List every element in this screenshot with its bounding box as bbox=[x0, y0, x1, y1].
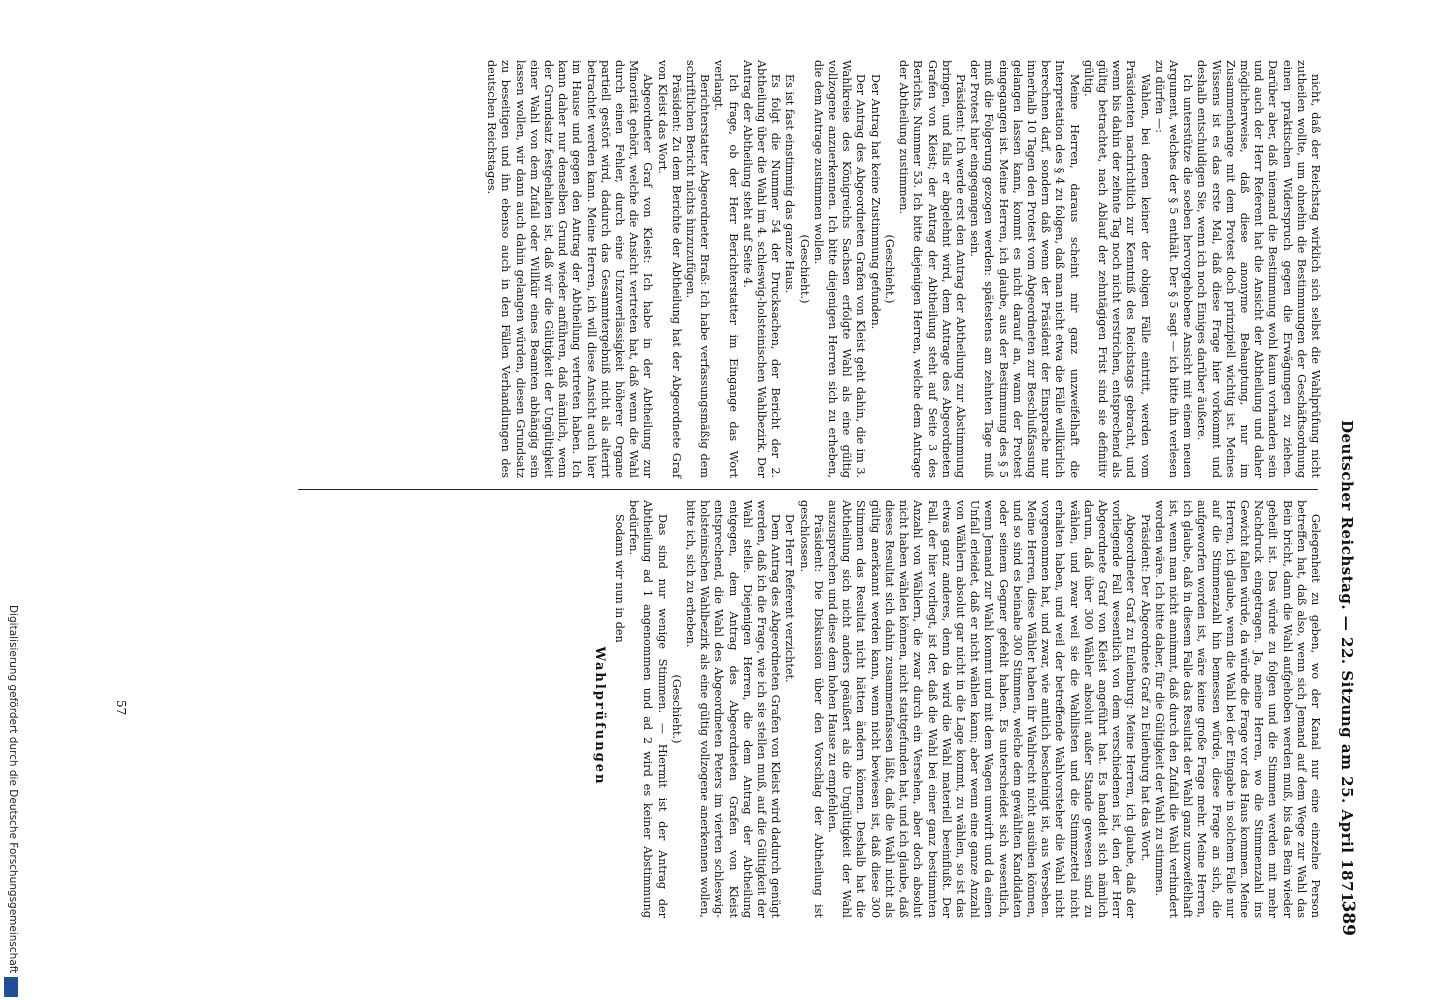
paragraph: Präsident: Ich werde erst den Antrag der Abtheilung zur Abstimmung bringen, und falls er abgelehnt wird, dem Antrage des Abgeordneten Grafen von Kleist; der Antrag der Abtheilung steht auf Seite 3 des Berichts, Nummer 53. Ich bitte diejenigen Herren, welche dem Antrage der Abtheilung zustimmen. bbox=[897, 60, 967, 478]
left-text-column bbox=[282, 60, 1322, 478]
page-number: 389 bbox=[1338, 900, 1358, 936]
paragraph: (Geschieht.) bbox=[882, 234, 896, 304]
paragraph: Es folgt die Nummer 54 der Drucksachen, der Bericht der 2. Abtheilung über die Wahl im 4. schleswig-holsteinischen Wahlbezirk. Der Antrag der Abtheilung steht auf Seite 4. bbox=[740, 60, 783, 478]
paragraph: (Geschieht.) bbox=[669, 674, 683, 744]
paragraph: Präsident: Zu dem Berichte der Abtheilung hat der Abgeordnete Graf von Kleist das Wort. bbox=[655, 60, 683, 478]
paragraph: Es ist fast einstimmig das ganze Haus. bbox=[783, 74, 797, 294]
paragraph: (Geschieht.) bbox=[797, 234, 811, 304]
paragraph: Ich frage, ob der Herr Berichterstatter im Eingange das Wort verlangt. bbox=[712, 60, 740, 478]
paragraph: Berichterstatter Abgeordneter Braß: Ich habe verfassungsmäßig dem schriftlichen Bericht nichts hinzuzufügen. bbox=[684, 60, 712, 478]
page-header bbox=[1324, 60, 1358, 940]
section-heading: Wahlprüfungen bbox=[591, 646, 607, 786]
running-title: Deutscher Reichstag. — 22. Sitzung am 25. April 1871. bbox=[1338, 420, 1356, 909]
footer-page-number: 57 bbox=[114, 700, 128, 716]
paragraph: Sodann wir nun in den bbox=[613, 514, 627, 643]
paragraph: Dem Antrag des Abgeordneten Grafen von Kleist wird dadurch genügt werden, daß ich die Frage, wie ich sie stellen muß, auf die Gültigkeit der Wahl stelle. Diejenigen Herren, die dem Antrag der Abtheilung entgegen, dem Antrag des Abgeordneten Grafen von Kleist entsprechend, die Wahl des Abgeordneten Peters im vierten schleswig-holsteinischen Wahlbezirk als eine gültig vollzogene anerkennen wollen, bitte ich, sich zu erheben. bbox=[684, 500, 783, 918]
paragraph: Der Herr Referent verzichtet. bbox=[783, 514, 797, 683]
paragraph: Präsident: Der Abgeordnete Graf zu Eulenburg hat das Wort. bbox=[1138, 514, 1152, 862]
paragraph: Meine Herren, daraus scheint mir ganz unzweifelhaft die Interpretation des § 4 zu folgen, daß man nicht etwa die Fälle willkürlich berechnen darf, sondern daß wenn der Präsident der Einsprache nur innerhalb 10 Tagen den Protest vom Abgeordneten zur Beschlußfassung gelangen lassen kann, kommt es nicht darauf an, wann der Protest eingegangen ist. Meine Herren, ich glaube, aus der Bestimmung des § 5 muß die Folgerung gezogen werden: spätestens am zehnten Tage muß der Protest hier eingegangen sein. bbox=[968, 60, 1081, 478]
rotated-document-sheet bbox=[58, 60, 1358, 940]
paragraph: Präsident: Die Diskussion über den Vorschlag der Abtheilung ist geschlossen. bbox=[797, 500, 825, 918]
paragraph: Das sind nur wenige Stimmen. — Hiermit ist der Antrag der Abtheilung ad 1 angenommen und ad 2 wird es keiner Abstimmung bedürfen. bbox=[627, 500, 669, 918]
digitization-credit bbox=[4, 605, 20, 995]
right-text-column bbox=[591, 500, 1322, 918]
column-divider bbox=[298, 489, 1318, 490]
paragraph: Ich unterstütze die soeben hervorgehobene Ansicht mit einem neuen Argument, welches der § 5 enthält. Der § 5 sagt — ich bitte ihn verlesen zu dürfen —: bbox=[1152, 60, 1195, 478]
paragraph: Abgeordneter Graf zu Eulenburg: Meine Herren, ich glaube, daß der vorliegende Fall wesentlich von dem verschiedenen ist, den der Herr Abgeordnete Graf von Kleist angeführt hat. Es handelt sich nämlich darum, daß über 300 Wähler absolut außer Stande gewesen sind zu wählen, und zwar weil sie die Wahllisten und die Stimmzettel nicht erhalten haben, und weil der betreffende Wahlvorsteher die Wahl nicht vorgenommen hat, und zwar, wie amtlich bescheinigt ist, aus Versehen. Meine Herren, diese Wähler haben ihr Wahlrecht nicht ausüben können, und so sind es beinahe 300 Stimmen, welche dem gewählten Kandidaten oder seinem Gegner gefehlt haben. Es unterscheidet sich wesentlich, wenn Jemand zur Wahl kommt und mit dem Wagen umwirft und da einen Unfall erleidet, daß er nicht wählen kann; aber wenn eine ganze Anzahl von Wählern absolut gar nicht in die Lage kommt, zu wählen, so ist das etwas ganz anderes, denn da wird die Wahl materiell beeinflußt. Der Fall, der hier vorliegt, ist der, daß die Wahl bei einer ganz bestimmten Anzahl von Wählern, die zwar durch ein Versehen, aber doch absolut nicht haben wählen können, nicht stattgefunden hat, und ich glaube, daß dieses Resultat sich dahin zusammenfassen läßt, daß die Wahl nicht als gültig anerkannt werden kann, wenn nicht bewiesen ist, daß diese 300 Stimmen das Resultat nicht hätten ändern können. Deshalb hat die Abtheilung sich nicht anders geäußert als die Ungültigkeit der Wahl auszusprechen und diese dem hohen Hause zu empfehlen. bbox=[826, 500, 1138, 918]
paragraph: nicht, daß der Reichstag wirklich sich selbst die Wahlprüfung nicht zutheilen wollte, um ohnehin die Bestimmungen der Geschäftsordnung einen praktischen Widerspruch gegen die Erwägungen zu ziehen. Darüber aber, daß niemand die Bestimmung wohl kaum vorhanden sein und auch der Herr Referent hat die Ansicht der Abtheilung und daher möglicherweise, daß diese anonyme Behauptung, nur im Zusammenhange mit dem Protest doch prinzipiell wichtig ist. Meines Wissens ist es das erste Mal, daß diese Frage hier vorkommt und deshalb entschuldigen Sie, wenn ich noch Einiges darüber äußere. bbox=[1195, 60, 1322, 478]
paragraph: Der Antrag hat keine Zustimmung gefunden. bbox=[868, 74, 882, 330]
dfg-logo-icon bbox=[4, 977, 18, 997]
digitization-note: Digitalisierung gefördert durch die Deutsche Forschungsgemeinschaft bbox=[7, 605, 19, 974]
paragraph: Gelegenheit zu geben, wo der Kanal nur eine einzelne Person betreffen hat, daß also, wenn sich Jemand auf dem Wege zur Wahl das Bein bricht, dann die Wahl aufgehoben werden muß, bis das Bein wieder geheilt ist. Das würde zu folgen und die Stimmen werden mit mehr Nachdruck eingetragen. Ja, meine Herren, wo die Stimmenzahl ins Gewicht fallen würde, da würde die Frage vor das Haus kommen. Meine Herren, ich glaube, wenn die Wahl bei der Eingabe in solchem Falle nur auf die Stimmenzahl hin bemessen würde, diese Frage an sich, die aufgeworfen worden ist, wäre keine große Frage mehr. Meine Herren, ich glaube, daß in diesem Falle das Resultat der Wahl ganz unzweifelhaft ist, wenn man nicht annimmt, daß durch den Zufall die Wahl verhindert worden wäre. Ich bitte daher, für die Gültigkeit der Wahl zu stimmen. bbox=[1152, 500, 1322, 918]
paragraph: Der Antrag des Abgeordneten Grafen von Kleist geht dahin, die im 3. Wahlkreise des Königreichs Sachsen erfolgte Wahl als eine gültig vollzogene anzuerkennen. Ich bitte diejenigen Herren sich zu erheben, die dem Antrage zustimmen wollen. bbox=[811, 60, 868, 478]
paragraph: Wahlen, bei denen keiner der obigen Fälle eintritt, werden vom Präsidenten nachrichtlich zur Kenntniß des Reichstags gebracht, und wenn bis dahin der zehnte Tag noch nicht verstrichen, entsprechend als gültig betrachtet, nach Ablauf der zehntägigen Frist sind sie definitiv gültig. bbox=[1081, 60, 1152, 478]
paragraph: Abgeordneter Graf von Kleist: Ich habe in der Abtheilung zur Minorität gehört, welche die Ansicht vertreten hat, daß wenn die Wahl durch einen Fehler, durch eine Unzuverlässigkeit höherer Organe partiell gestört wird, dadurch das Gesammtergebniß nicht als alterirt betrachtet werden kann. Meine Herren, ich will diese Ansicht auch hier im Hause und gegen den Antrag der Abtheilung vertreten haben. Ich kann daher nur denselben Grund wieder anführen, daß nämlich, wenn der Grundsatz festgehalten ist, daß wir die Gültigkeit der Ungültigkeit einer Wahl von dem Zufall oder Willkür eines Beamten abhängig sein lassen wollen, wir dann auch dahin gelangen würden, diesen Grundsatz zu beseitigen und ihn ebenso auch in den Fällen Verhandlungen des deutschen Reichstages. bbox=[485, 60, 655, 478]
